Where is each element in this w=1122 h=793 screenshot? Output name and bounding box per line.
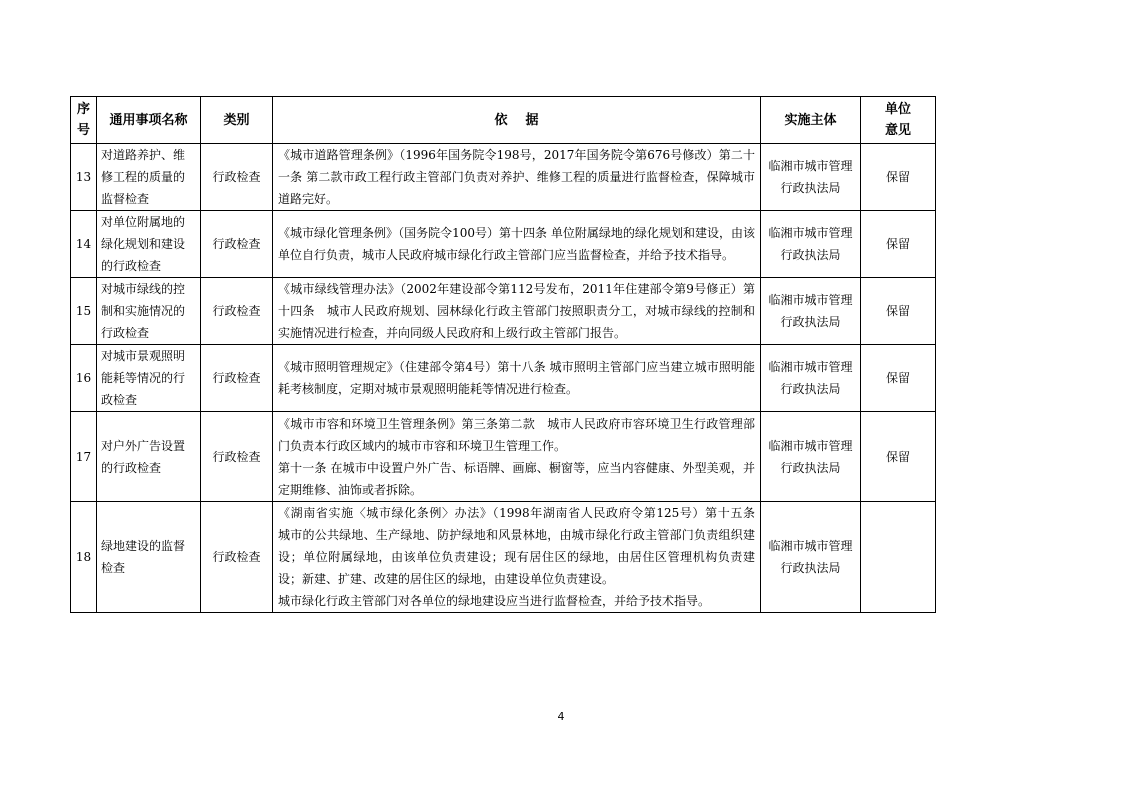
row-body: 临湘市城市管理行政执法局: [761, 144, 861, 211]
row-basis: [273, 278, 761, 345]
row-opinion: 保留: [861, 412, 936, 502]
row-basis: [273, 144, 761, 211]
row-category: 行政检查: [201, 502, 273, 613]
basis-paragraph: 《湖南省实施〈城市绿化条例〉办法》（1998年湖南省人民政府令第125号）第十五条 城市的公共绿地、生产绿地、防护绿地和风景林地，由城市绿化行政主管部门负责组织建设；单位附属绿地，由该单位负责建设；现有居住区的绿地，由居住区管理机构负责建设；新建、扩建、改建的居住区的绿地，由建设单位负责建设。: [278, 506, 768, 586]
row-name: 对单位附属地的绿化规划和建设的行政检查: [97, 211, 201, 278]
header-body: 实施主体: [761, 97, 861, 144]
row-opinion: [861, 502, 936, 613]
table-header-row: [71, 97, 936, 144]
basis-paragraph: 城市绿化行政主管部门对各单位的绿地建设应当进行监督检查，并给予技术指导。: [278, 594, 711, 608]
row-name: 对城市绿线的控制和实施情况的行政检查: [97, 278, 201, 345]
table-row: [71, 278, 936, 345]
row-body: 临湘市城市管理行政执法局: [761, 502, 861, 613]
row-opinion: 保留: [861, 345, 936, 412]
row-num: 13: [71, 144, 97, 211]
row-body: 临湘市城市管理行政执法局: [761, 345, 861, 412]
row-num: 16: [71, 345, 97, 412]
page-number: 4: [557, 710, 565, 723]
basis-paragraph: 《城市市容和环境卫生管理条例》第三条第二款 城市人民政府市容环境卫生行政管理部门负责本行政区域内的城市市容和环境卫生管理工作。: [278, 416, 755, 453]
row-category: 行政检查: [201, 211, 273, 278]
row-category: 行政检查: [201, 144, 273, 211]
table-row: [71, 412, 936, 502]
row-name: 对城市景观照明能耗等情况的行政检查: [97, 345, 201, 412]
header-basis: 依 据: [273, 97, 761, 144]
header-num: 序号: [71, 97, 97, 144]
row-body: 临湘市城市管理行政执法局: [761, 278, 861, 345]
basis-paragraph: 《城市绿线管理办法》（2002年建设部令第112号发布，2011年住建部令第9号修正）第十四条 城市人民政府规划、园林绿化行政主管部门按照职责分工，对城市绿线的控制和实施情况进行检查，并向同级人民政府和上级行政主管部门报告。: [278, 282, 755, 340]
row-name: 绿地建设的监督检查: [97, 502, 201, 613]
row-basis: [273, 412, 761, 502]
inspection-items-table: [70, 96, 936, 613]
header-opinion: 单位意见: [861, 97, 936, 144]
header-name: 通用事项名称: [97, 97, 201, 144]
table-row: [71, 345, 936, 412]
row-basis: [273, 502, 768, 613]
basis-paragraph: 《城市照明管理规定》（住建部令第4号）第十八条 城市照明主管部门应当建立城市照明能耗考核制度，定期对城市景观照明能耗等情况进行检查。: [278, 360, 755, 396]
row-num: 17: [71, 412, 97, 502]
basis-paragraph: 第十一条 在城市中设置户外广告、标语牌、画廊、橱窗等，应当内容健康、外型美观，并定期维修、油饰或者拆除。: [278, 460, 755, 497]
row-name: 对道路养护、维修工程的质量的监督检查: [97, 144, 201, 211]
basis-paragraph: 《城市绿化管理条例》（国务院令100号）第十四条 单位附属绿地的绿化规划和建设，由该单位自行负责，城市人民政府城市绿化行政主管部门应当监督检查，并给予技术指导。: [278, 226, 755, 262]
row-num: 15: [71, 278, 97, 345]
row-category: 行政检查: [201, 278, 273, 345]
row-opinion: 保留: [861, 278, 936, 345]
row-category: 行政检查: [201, 412, 273, 502]
table-row: [71, 211, 936, 278]
row-basis: [273, 211, 761, 278]
row-opinion: 保留: [861, 211, 936, 278]
row-num: 14: [71, 211, 97, 278]
row-name: 对户外广告设置的行政检查: [97, 412, 201, 502]
table-row: [71, 502, 936, 613]
row-num: 18: [71, 502, 97, 613]
basis-paragraph: 《城市道路管理条例》（1996年国务院令198号，2017年国务院令第676号修改）第二十一条 第二款市政工程行政主管部门负责对养护、维修工程的质量进行监督检查，保障城市道路完好。: [278, 148, 755, 206]
row-body: 临湘市城市管理行政执法局: [761, 412, 861, 502]
header-category: 类别: [201, 97, 273, 144]
row-body: 临湘市城市管理行政执法局: [761, 211, 861, 278]
table-row: [71, 144, 936, 211]
row-category: 行政检查: [201, 345, 273, 412]
row-opinion: 保留: [861, 144, 936, 211]
row-basis: [273, 345, 761, 412]
